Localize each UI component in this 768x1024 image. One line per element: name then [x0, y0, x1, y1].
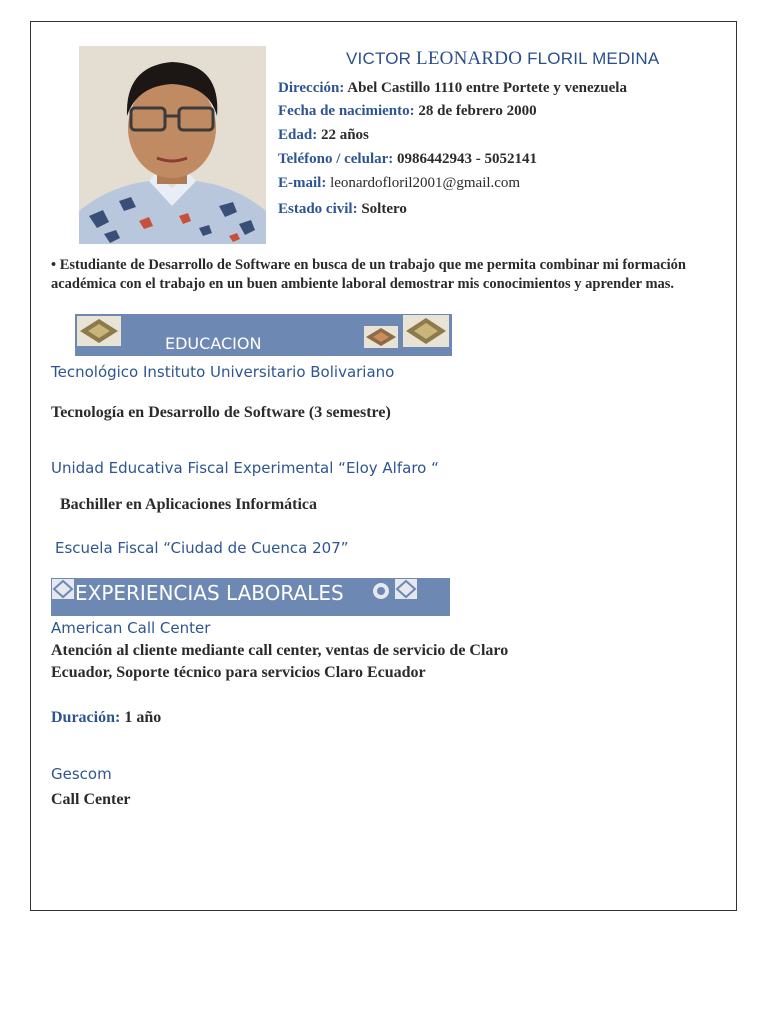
- job-description: Atención al cliente mediante call center, ventas de servicio de Claro: [51, 642, 509, 659]
- info-value: 0986442943 - 5052141: [393, 151, 538, 167]
- experience-title: EXPERIENCIAS LABORALES: [75, 581, 344, 605]
- job-company: American Call Center: [51, 619, 211, 637]
- education-school: Unidad Educativa Fiscal Experimental “Eloy Alfaro “: [51, 459, 439, 477]
- education-detail: Tecnología en Desarrollo de Software (3 semestre): [51, 404, 391, 421]
- education-detail: Bachiller en Aplicaciones Informática: [60, 496, 318, 513]
- info-value: leonardofloril2001@gmail.com: [326, 175, 521, 191]
- info-email: [278, 175, 520, 192]
- job-description: Ecuador, Soporte técnico para servicios Claro Ecuador: [51, 664, 426, 681]
- diamond-ornament-icon: [403, 315, 449, 347]
- education-title: EDUCACION: [165, 334, 262, 353]
- info-birthdate: [278, 103, 537, 120]
- info-value: 22 años: [317, 127, 369, 143]
- info-value: Abel Castillo 1110 entre Portete y venezuela: [344, 80, 627, 96]
- circle-ornament-icon: [372, 582, 390, 600]
- info-key: Edad:: [278, 127, 318, 143]
- full-name: [346, 48, 659, 70]
- info-key: E-mail:: [278, 175, 327, 191]
- info-age: [278, 127, 369, 144]
- diamond-ornament-icon: [364, 326, 398, 348]
- profile-summary: • Estudiante de Desarrollo de Software en busca de un trabajo que me permita combinar mi formación académica con el trabajo en un buen ambiente laboral demostrar mis conocimientos y aprender mas.: [51, 257, 686, 292]
- info-key: Dirección:: [278, 80, 345, 96]
- info-phone: [278, 151, 537, 168]
- info-key: Fecha de nacimiento:: [278, 103, 415, 119]
- diamond-ornament-icon: [52, 579, 74, 599]
- diamond-ornament-icon: [395, 579, 417, 599]
- info-key: Teléfono / celular:: [278, 151, 394, 167]
- diamond-ornament-icon: [77, 316, 121, 346]
- job-duration: [51, 709, 161, 727]
- profile-photo: [79, 46, 266, 244]
- info-key: Estado civil:: [278, 201, 358, 217]
- name-middle: LEONARDO: [416, 48, 523, 69]
- name-first: VICTOR: [346, 49, 417, 68]
- info-marital-status: [278, 201, 407, 218]
- job-description: Call Center: [51, 791, 131, 808]
- info-value: Soltero: [357, 201, 407, 217]
- info-address: [278, 80, 627, 97]
- info-value: 28 de febrero 2000: [414, 103, 537, 119]
- duration-key: Duración:: [51, 709, 121, 726]
- name-last: FLORIL MEDINA: [522, 49, 660, 68]
- job-company: Gescom: [51, 765, 112, 783]
- person-photo-icon: [79, 46, 266, 244]
- education-school: Escuela Fiscal “Ciudad de Cuenca 207”: [55, 539, 349, 557]
- education-school: Tecnológico Instituto Universitario Bolivariano: [51, 363, 395, 381]
- duration-value: 1 año: [120, 709, 162, 726]
